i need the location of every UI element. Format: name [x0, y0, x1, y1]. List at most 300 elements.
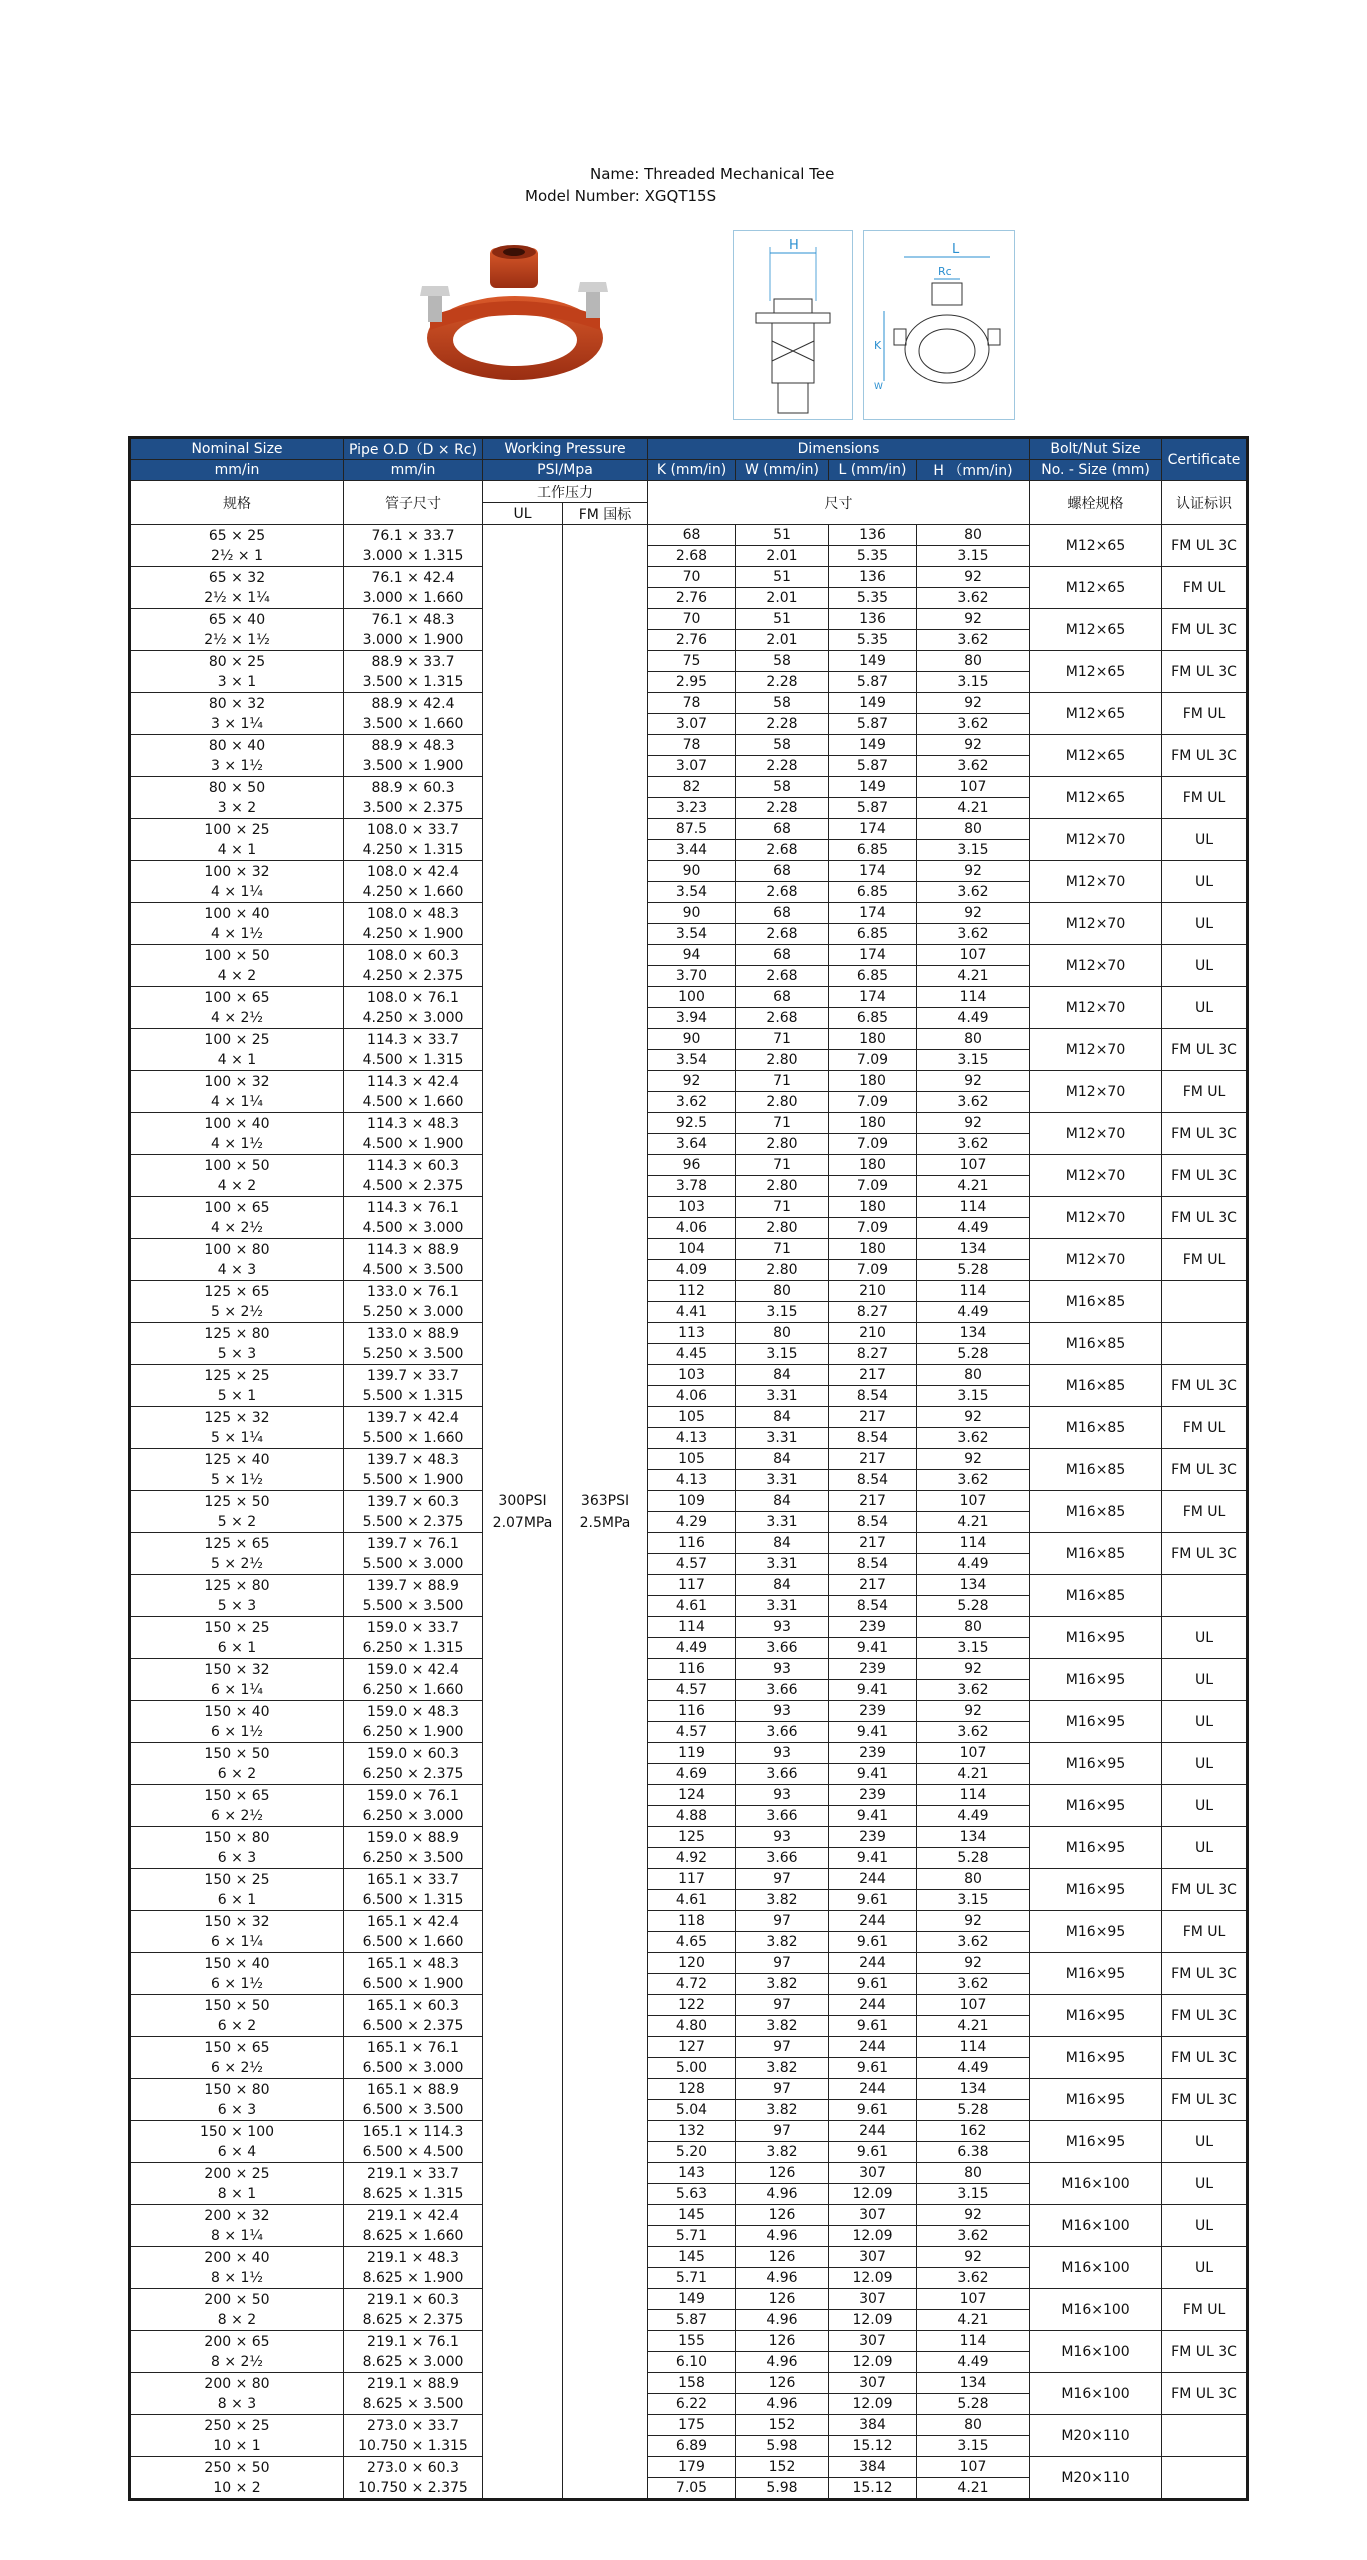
dim-w-cell	[736, 987, 829, 1029]
dim-k-cell-in: 3.64	[675, 1136, 708, 1152]
dim-l-cell	[829, 735, 917, 777]
dim-w-cell-in: 4.96	[766, 2396, 798, 2412]
dim-w-cell	[736, 1281, 829, 1323]
nominal-size-cell-in: 5 × 3	[217, 1597, 257, 1614]
dim-w-cell-in: 4.96	[766, 2228, 798, 2244]
dim-l-cell	[829, 1701, 917, 1743]
dim-k-cell	[648, 735, 736, 777]
dim-k-cell	[648, 1239, 736, 1281]
nominal-size-cell-in: 6 × 2	[217, 2017, 257, 2034]
dim-k-cell	[648, 1365, 736, 1407]
dim-k-cell-in: 5.04	[675, 2102, 708, 2118]
dim-k-cell-in: 4.57	[675, 1682, 708, 1698]
dim-h-cell	[917, 609, 1030, 651]
dim-h-cell-mm: 80	[917, 1617, 1029, 1638]
dim-k-cell-mm: 78	[648, 735, 735, 756]
nominal-size-cell-in: 4 × 1¼	[210, 883, 263, 900]
dim-k-cell-in: 4.29	[675, 1514, 708, 1530]
dim-w-cell	[736, 1575, 829, 1617]
nominal-size-cell-mm: 200 × 65	[204, 2333, 270, 2350]
dim-l-cell-in: 12.09	[852, 2354, 893, 2370]
dim-l-cell-mm: 174	[829, 987, 916, 1008]
bolt-size-cell: M12×70	[1030, 1071, 1162, 1113]
dim-h-cell	[917, 2457, 1030, 2500]
dim-l-cell-mm: 174	[829, 903, 916, 924]
bolt-size-cell: M16×85	[1030, 1575, 1162, 1617]
pipe-od-cell	[344, 2037, 483, 2079]
dim-l-cell-in: 7.09	[856, 1178, 889, 1194]
dim-w-cell-mm: 97	[736, 2079, 828, 2100]
dim-l-cell	[829, 1617, 917, 1659]
dim-k-cell-in: 4.06	[675, 1220, 708, 1236]
header-bolt-cn: 螺栓规格	[1030, 481, 1162, 525]
dim-w-cell-mm: 97	[736, 1911, 828, 1932]
nominal-size-cell-mm: 125 × 65	[204, 1535, 270, 1552]
header-nominal-cn: 规格	[130, 481, 344, 525]
pipe-od-cell-mm: 114.3 × 88.9	[367, 1241, 459, 1258]
nominal-size-cell	[130, 2121, 344, 2163]
table-row	[130, 987, 1248, 1029]
bolt-size-cell: M16×95	[1030, 1659, 1162, 1701]
dim-k-cell-in: 5.71	[675, 2228, 708, 2244]
dim-k-cell-mm: 78	[648, 693, 735, 714]
header-wp-cn: 工作压力	[483, 481, 648, 503]
dim-l-cell-in: 15.12	[852, 2480, 893, 2496]
nominal-size-cell-in: 5 × 2½	[210, 1555, 263, 1572]
nominal-size-cell-mm: 65 × 40	[208, 611, 266, 628]
dim-k-cell-mm: 118	[648, 1911, 735, 1932]
nominal-size-cell-in: 2½ × 1¼	[204, 589, 270, 606]
pipe-od-cell	[344, 1827, 483, 1869]
nominal-size-cell-in: 6 × 1½	[210, 1975, 263, 1992]
dim-w-cell-in: 3.82	[766, 1892, 798, 1908]
dim-l-cell	[829, 525, 917, 567]
dim-k-cell	[648, 1953, 736, 1995]
dim-h-cell	[917, 987, 1030, 1029]
dim-h-cell	[917, 1239, 1030, 1281]
dim-k-cell-mm: 127	[648, 2037, 735, 2058]
dim-w-cell-mm: 51	[736, 525, 828, 546]
pipe-od-cell-mm: 108.0 × 42.4	[367, 863, 459, 880]
nominal-size-cell-in: 3 × 1½	[210, 757, 263, 774]
pipe-od-cell-mm: 133.0 × 76.1	[367, 1283, 459, 1300]
dim-k-cell-in: 3.94	[675, 1010, 708, 1026]
drawing-k-label: K	[874, 339, 882, 352]
dim-w-cell	[736, 861, 829, 903]
dim-w-cell-mm: 68	[736, 987, 828, 1008]
dim-l-cell	[829, 2247, 917, 2289]
header-dimensions: Dimensions	[648, 438, 1030, 460]
dim-h-cell-in: 3.62	[957, 2228, 989, 2244]
nominal-size-cell	[130, 819, 344, 861]
dim-k-cell-in: 2.68	[675, 548, 708, 564]
dim-w-cell-mm: 68	[736, 903, 828, 924]
model-number: XGQT15S	[644, 187, 717, 205]
nominal-size-cell-mm: 150 × 65	[204, 2039, 270, 2056]
table-row	[130, 1239, 1248, 1281]
nominal-size-cell-mm: 100 × 65	[204, 989, 270, 1006]
dim-k-cell-in: 4.41	[675, 1304, 708, 1320]
dim-l-cell-in: 9.61	[856, 2144, 889, 2160]
table-row	[130, 2121, 1248, 2163]
pipe-od-cell-in: 3.500 × 1.660	[362, 715, 464, 732]
dim-l-cell-in: 8.27	[856, 1304, 889, 1320]
dim-w-cell	[736, 1365, 829, 1407]
nominal-size-cell-mm: 65 × 32	[208, 569, 266, 586]
pipe-od-cell	[344, 1869, 483, 1911]
certificate-cell: UL	[1162, 987, 1248, 1029]
bolt-size-cell: M16×85	[1030, 1407, 1162, 1449]
nominal-size-cell	[130, 1029, 344, 1071]
nominal-size-cell-in: 4 × 1	[217, 841, 257, 858]
dim-h-cell-mm: 92	[917, 2205, 1029, 2226]
table-row	[130, 2415, 1248, 2457]
dim-h-cell	[917, 1659, 1030, 1701]
dim-w-cell-in: 3.31	[766, 1514, 798, 1530]
dim-l-cell	[829, 2079, 917, 2121]
dim-l-cell-mm: 244	[829, 2037, 916, 2058]
certificate-cell: FM UL 3C	[1162, 1365, 1248, 1407]
pipe-od-cell-in: 4.500 × 1.315	[362, 1051, 464, 1068]
dim-w-cell-in: 2.01	[766, 590, 798, 606]
dim-l-cell-mm: 239	[829, 1827, 916, 1848]
dim-k-cell-mm: 120	[648, 1953, 735, 1974]
certificate-cell: FM UL 3C	[1162, 1533, 1248, 1575]
dim-w-cell	[736, 2373, 829, 2415]
dim-k-cell-mm: 70	[648, 609, 735, 630]
nominal-size-cell-mm: 150 × 50	[204, 1745, 270, 1762]
header-k: K (mm/in)	[648, 460, 736, 481]
pipe-od-cell	[344, 1701, 483, 1743]
dim-h-cell	[917, 735, 1030, 777]
pipe-od-cell	[344, 1911, 483, 1953]
dim-w-cell	[736, 1407, 829, 1449]
pipe-od-cell	[344, 735, 483, 777]
dim-k-cell	[648, 777, 736, 819]
certificate-cell: FM UL	[1162, 777, 1248, 819]
dim-w-cell-mm: 84	[736, 1407, 828, 1428]
pipe-od-cell-mm: 219.1 × 88.9	[367, 2375, 459, 2392]
dim-w-cell	[736, 2121, 829, 2163]
dim-l-cell-mm: 149	[829, 651, 916, 672]
dim-w-cell	[736, 1197, 829, 1239]
dim-h-cell-in: 5.28	[957, 2102, 989, 2118]
dim-k-cell	[648, 1701, 736, 1743]
pipe-od-cell-in: 3.000 × 1.900	[362, 631, 464, 648]
dim-l-cell	[829, 2121, 917, 2163]
nominal-size-cell	[130, 1533, 344, 1575]
header-w: W (mm/in)	[736, 460, 829, 481]
dim-h-cell-in: 4.49	[957, 1556, 989, 1572]
certificate-cell: FM UL 3C	[1162, 609, 1248, 651]
dim-k-cell	[648, 1071, 736, 1113]
certificate-cell: UL	[1162, 1659, 1248, 1701]
dim-l-cell-in: 7.09	[856, 1136, 889, 1152]
table-row	[130, 1995, 1248, 2037]
pipe-od-cell	[344, 2373, 483, 2415]
certificate-cell: UL	[1162, 903, 1248, 945]
nominal-size-cell-in: 3 × 2	[217, 799, 257, 816]
dim-k-cell-mm: 70	[648, 567, 735, 588]
dim-w-cell-mm: 84	[736, 1449, 828, 1470]
dim-k-cell-mm: 117	[648, 1869, 735, 1890]
table-row	[130, 2163, 1248, 2205]
dim-w-cell-in: 4.96	[766, 2354, 798, 2370]
dim-k-cell	[648, 2205, 736, 2247]
dim-h-cell	[917, 1029, 1030, 1071]
nominal-size-cell-mm: 100 × 25	[204, 1031, 270, 1048]
dim-l-cell-mm: 307	[829, 2247, 916, 2268]
dim-l-cell-mm: 239	[829, 1659, 916, 1680]
dim-l-cell-mm: 180	[829, 1071, 916, 1092]
nominal-size-cell-in: 3 × 1	[217, 673, 257, 690]
dim-k-cell-in: 4.88	[675, 1808, 708, 1824]
dim-w-cell	[736, 2205, 829, 2247]
dim-l-cell	[829, 2457, 917, 2500]
pipe-od-cell-in: 8.625 × 2.375	[362, 2311, 464, 2328]
pipe-od-cell-in: 6.250 × 1.315	[362, 1639, 464, 1656]
pipe-od-cell-in: 3.500 × 1.315	[362, 673, 464, 690]
nominal-size-cell-in: 8 × 3	[217, 2395, 257, 2412]
bolt-size-cell: M16×85	[1030, 1365, 1162, 1407]
dim-w-cell-mm: 126	[736, 2247, 828, 2268]
pipe-od-cell-mm: 165.1 × 88.9	[367, 2081, 459, 2098]
dim-l-cell-in: 9.61	[856, 1892, 889, 1908]
certificate-cell: FM UL 3C	[1162, 525, 1248, 567]
dim-h-cell-mm: 80	[917, 2163, 1029, 2184]
dim-k-cell-in: 4.65	[675, 1934, 708, 1950]
dim-w-cell-mm: 58	[736, 693, 828, 714]
dim-k-cell-in: 3.62	[675, 1094, 708, 1110]
bolt-size-cell: M12×65	[1030, 609, 1162, 651]
dim-l-cell	[829, 1071, 917, 1113]
drawing-h-label: H	[789, 238, 799, 253]
dim-l-cell	[829, 2373, 917, 2415]
pipe-od-cell	[344, 1155, 483, 1197]
dim-h-cell-mm: 114	[917, 2037, 1029, 2058]
nominal-size-cell-mm: 100 × 50	[204, 1157, 270, 1174]
table-row	[130, 861, 1248, 903]
dim-l-cell	[829, 693, 917, 735]
pipe-od-cell-mm: 88.9 × 42.4	[371, 695, 455, 712]
dim-h-cell-mm: 92	[917, 693, 1029, 714]
dim-h-cell-in: 5.28	[957, 1346, 989, 1362]
pipe-od-cell-in: 6.250 × 3.000	[362, 1807, 464, 1824]
pipe-od-cell	[344, 2205, 483, 2247]
dim-h-cell	[917, 1911, 1030, 1953]
dim-h-cell-mm: 107	[917, 1155, 1029, 1176]
pipe-od-cell	[344, 903, 483, 945]
certificate-cell: FM UL 3C	[1162, 1029, 1248, 1071]
nominal-size-cell	[130, 1239, 344, 1281]
nominal-size-cell-mm: 100 × 25	[204, 821, 270, 838]
nominal-size-cell-mm: 200 × 32	[204, 2207, 270, 2224]
dim-w-cell-mm: 97	[736, 1953, 828, 1974]
dim-h-cell-mm: 92	[917, 1071, 1029, 1092]
dim-w-cell-in: 3.82	[766, 2102, 798, 2118]
dim-k-cell-in: 6.22	[675, 2396, 708, 2412]
header-h: H （mm/in)	[917, 460, 1030, 481]
pipe-od-cell-mm: 273.0 × 33.7	[367, 2417, 459, 2434]
certificate-cell: UL	[1162, 2247, 1248, 2289]
certificate-cell: UL	[1162, 2205, 1248, 2247]
pipe-od-cell-mm: 165.1 × 33.7	[367, 1871, 459, 1888]
pipe-od-cell-in: 6.500 × 1.660	[362, 1933, 464, 1950]
nominal-size-cell-mm: 250 × 50	[204, 2459, 270, 2476]
table-row	[130, 1617, 1248, 1659]
dim-w-cell-in: 2.80	[766, 1094, 798, 1110]
dim-l-cell-in: 5.35	[856, 590, 889, 606]
header-pipe: Pipe O.D（D × Rc)	[344, 438, 483, 460]
dim-k-cell-mm: 128	[648, 2079, 735, 2100]
nominal-size-cell-in: 4 × 2	[217, 1177, 257, 1194]
nominal-size-cell-mm: 150 × 25	[204, 1619, 270, 1636]
nominal-size-cell-mm: 100 × 80	[204, 1241, 270, 1258]
dim-k-cell	[648, 945, 736, 987]
dim-w-cell-mm: 51	[736, 609, 828, 630]
dim-h-cell	[917, 903, 1030, 945]
bolt-size-cell: M12×70	[1030, 903, 1162, 945]
dim-l-cell-mm: 384	[829, 2457, 916, 2478]
dim-k-cell	[648, 1491, 736, 1533]
dim-l-cell	[829, 1533, 917, 1575]
dim-w-cell-in: 2.01	[766, 548, 798, 564]
dim-w-cell	[736, 1323, 829, 1365]
dim-h-cell	[917, 1407, 1030, 1449]
pipe-od-cell	[344, 987, 483, 1029]
dim-h-cell-mm: 134	[917, 1323, 1029, 1344]
dim-l-cell	[829, 2415, 917, 2457]
pipe-od-cell-in: 8.625 × 3.500	[362, 2395, 464, 2412]
table-row	[130, 735, 1248, 777]
bolt-size-cell: M16×100	[1030, 2331, 1162, 2373]
nominal-size-cell	[130, 2163, 344, 2205]
dim-l-cell	[829, 2163, 917, 2205]
dim-h-cell-in: 3.62	[957, 926, 989, 942]
dim-l-cell	[829, 1323, 917, 1365]
nominal-size-cell	[130, 2205, 344, 2247]
dim-l-cell-mm: 244	[829, 1911, 916, 1932]
pipe-od-cell	[344, 1029, 483, 1071]
nominal-size-cell	[130, 1281, 344, 1323]
nominal-size-cell	[130, 2079, 344, 2121]
dim-w-cell-mm: 71	[736, 1071, 828, 1092]
dim-w-cell-mm: 126	[736, 2331, 828, 2352]
table-row	[130, 651, 1248, 693]
pipe-od-cell-mm: 114.3 × 42.4	[367, 1073, 459, 1090]
dim-h-cell	[917, 2331, 1030, 2373]
dim-l-cell-in: 9.41	[856, 1850, 889, 1866]
dim-h-cell-in: 3.15	[957, 1052, 989, 1068]
dim-k-cell-in: 7.05	[675, 2480, 708, 2496]
nominal-size-cell	[130, 1407, 344, 1449]
certificate-cell: FM UL 3C	[1162, 735, 1248, 777]
nominal-size-cell-in: 3 × 1¼	[210, 715, 263, 732]
certificate-cell	[1162, 1575, 1248, 1617]
dim-l-cell-in: 5.87	[856, 674, 889, 690]
dim-w-cell-in: 3.15	[766, 1346, 798, 1362]
dim-w-cell	[736, 651, 829, 693]
header-pipe-cn: 管子尺寸	[344, 481, 483, 525]
dim-l-cell-mm: 217	[829, 1449, 916, 1470]
dim-k-cell	[648, 567, 736, 609]
certificate-cell: FM UL	[1162, 2289, 1248, 2331]
dim-w-cell-in: 3.66	[766, 1808, 798, 1824]
pipe-od-cell-mm: 165.1 × 114.3	[362, 2123, 464, 2140]
dim-l-cell-in: 5.87	[856, 758, 889, 774]
dim-h-cell-mm: 134	[917, 1575, 1029, 1596]
certificate-cell: UL	[1162, 1617, 1248, 1659]
dim-h-cell	[917, 2037, 1030, 2079]
nominal-size-cell	[130, 609, 344, 651]
dim-w-cell	[736, 819, 829, 861]
bolt-size-cell: M16×100	[1030, 2373, 1162, 2415]
dim-h-cell	[917, 1365, 1030, 1407]
pipe-od-cell	[344, 1533, 483, 1575]
dim-l-cell-mm: 307	[829, 2163, 916, 2184]
dim-h-cell-in: 3.62	[957, 716, 989, 732]
ul-pressure-cell	[483, 525, 563, 2500]
nominal-size-cell-mm: 125 × 50	[204, 1493, 270, 1510]
dim-k-cell	[648, 2247, 736, 2289]
dim-h-cell-mm: 107	[917, 2457, 1029, 2478]
header-certificate: Certificate	[1162, 438, 1248, 481]
dim-w-cell-in: 2.80	[766, 1052, 798, 1068]
certificate-cell: FM UL 3C	[1162, 1449, 1248, 1491]
dim-h-cell	[917, 1743, 1030, 1785]
pipe-od-cell	[344, 2415, 483, 2457]
front-view-drawing	[733, 230, 853, 420]
dim-h-cell-mm: 114	[917, 1533, 1029, 1554]
nominal-size-cell-in: 4 × 1	[217, 1051, 257, 1068]
pipe-od-cell	[344, 2079, 483, 2121]
dim-k-cell-in: 3.78	[675, 1178, 708, 1194]
bolt-size-cell: M12×70	[1030, 1155, 1162, 1197]
pipe-od-cell-in: 6.500 × 3.500	[362, 2101, 464, 2118]
dim-l-cell	[829, 1407, 917, 1449]
dim-w-cell-mm: 126	[736, 2373, 828, 2394]
nominal-size-cell-mm: 150 × 65	[204, 1787, 270, 1804]
dim-l-cell-in: 8.54	[856, 1388, 889, 1404]
dim-h-cell	[917, 2373, 1030, 2415]
pipe-od-cell-in: 6.500 × 2.375	[362, 2017, 464, 2034]
pipe-od-cell-mm: 114.3 × 33.7	[367, 1031, 459, 1048]
dim-k-cell-mm: 87.5	[648, 819, 735, 840]
bolt-size-cell: M12×70	[1030, 987, 1162, 1029]
dim-k-cell-in: 4.57	[675, 1724, 708, 1740]
dim-w-cell	[736, 1701, 829, 1743]
pipe-od-cell-in: 6.500 × 1.900	[362, 1975, 464, 1992]
nominal-size-cell-in: 6 × 1	[217, 1639, 257, 1656]
dim-k-cell	[648, 2121, 736, 2163]
dim-k-cell-in: 4.92	[675, 1850, 708, 1866]
dim-w-cell	[736, 1659, 829, 1701]
nominal-size-cell	[130, 1575, 344, 1617]
bolt-size-cell: M16×85	[1030, 1323, 1162, 1365]
dim-h-cell	[917, 1155, 1030, 1197]
dim-l-cell-mm: 307	[829, 2331, 916, 2352]
dim-k-cell-mm: 117	[648, 1575, 735, 1596]
dim-k-cell-mm: 105	[648, 1407, 735, 1428]
dim-h-cell-in: 3.15	[957, 1892, 989, 1908]
pipe-od-cell	[344, 1491, 483, 1533]
table-row	[130, 2331, 1248, 2373]
dim-w-cell-in: 3.82	[766, 2018, 798, 2034]
pipe-od-cell-mm: 108.0 × 33.7	[367, 821, 459, 838]
dim-l-cell-mm: 174	[829, 861, 916, 882]
dim-k-cell	[648, 1281, 736, 1323]
dim-k-cell	[648, 525, 736, 567]
